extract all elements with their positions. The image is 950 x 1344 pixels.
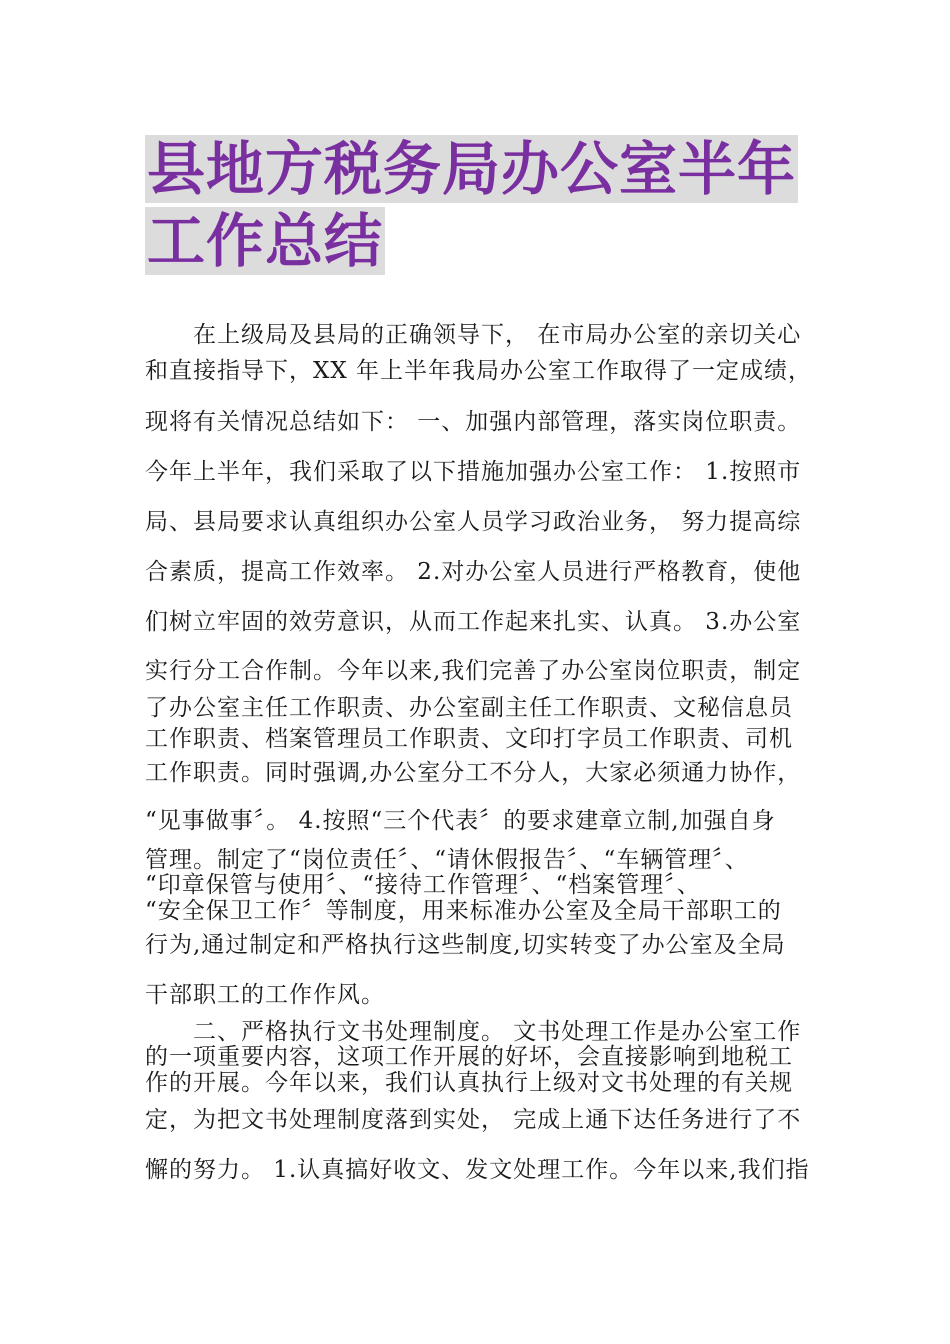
body-line: 懈的努力。 1.认真搞好收文、发文处理工作。今年以来,我们指 (145, 1157, 810, 1183)
body-line: 在上级局及县局的正确领导下， 在市局办公室的亲切关心 (145, 322, 802, 348)
body-line: “印章保管与使用〞、“接待工作管理〞、“档案管理〞、 (145, 872, 701, 898)
title-line-1: 县地方税务局办公室半年 (147, 135, 797, 203)
body-line: 干部职工的工作作风。 (145, 982, 385, 1008)
body-line: 实行分工合作制。今年以来,我们完善了办公室岗位职责，制定 (145, 658, 802, 684)
body-line: 作的开展。今年以来，我们认真执行上级对文书处理的有关规 (145, 1070, 793, 1096)
body-line: 局、县局要求认真组织办公室人员学习政治业务， 努力提高综 (145, 509, 802, 535)
body-line: 现将有关情况总结如下： 一、加强内部管理，落实岗位职责。 (145, 409, 802, 435)
body-line: 二、严格执行文书处理制度。 文书处理工作是办公室工作 (145, 1019, 802, 1045)
body-line: 行为,通过制定和严格执行这些制度,切实转变了办公室及全局 (145, 932, 786, 958)
body-line: 工作职责、档案管理员工作职责、文印打字员工作职责、司机 (145, 726, 793, 752)
body-line: 了办公室主任工作职责、办公室副主任工作职责、文秘信息员 (145, 695, 793, 721)
body-line: 今年上半年，我们采取了以下措施加强办公室工作： 1.按照市 (145, 459, 802, 485)
document-title (145, 133, 815, 277)
body-line: 工作职责。同时强调,办公室分工不分人，大家必须通力协作， (145, 760, 802, 786)
body-line: 们树立牢固的效劳意识，从而工作起来扎实、认真。 3.办公室 (145, 609, 802, 635)
body-line: 和直接指导下，XX 年上半年我局办公室工作取得了一定成绩， (145, 358, 813, 384)
body-line: “安全保卫工作〞等制度，用来标准办公室及全局干部职工的 (145, 898, 782, 924)
body-line: 的一项重要内容，这项工作开展的好坏，会直接影响到地税工 (145, 1044, 793, 1070)
body-line: 定，为把文书处理制度落到实处， 完成上通下达任务进行了不 (145, 1107, 802, 1133)
body-line: 管理。制定了“岗位责任〞、“请休假报告〞、“车辆管理〞、 (145, 847, 749, 873)
title-line-2: 工作总结 (147, 207, 384, 275)
body-line: 合素质，提高工作效率。 2.对办公室人员进行严格教育，使他 (145, 559, 802, 585)
body-line: “见事做事〞。 4.按照“三个代表〞的要求建章立制,加强自身 (145, 808, 776, 834)
